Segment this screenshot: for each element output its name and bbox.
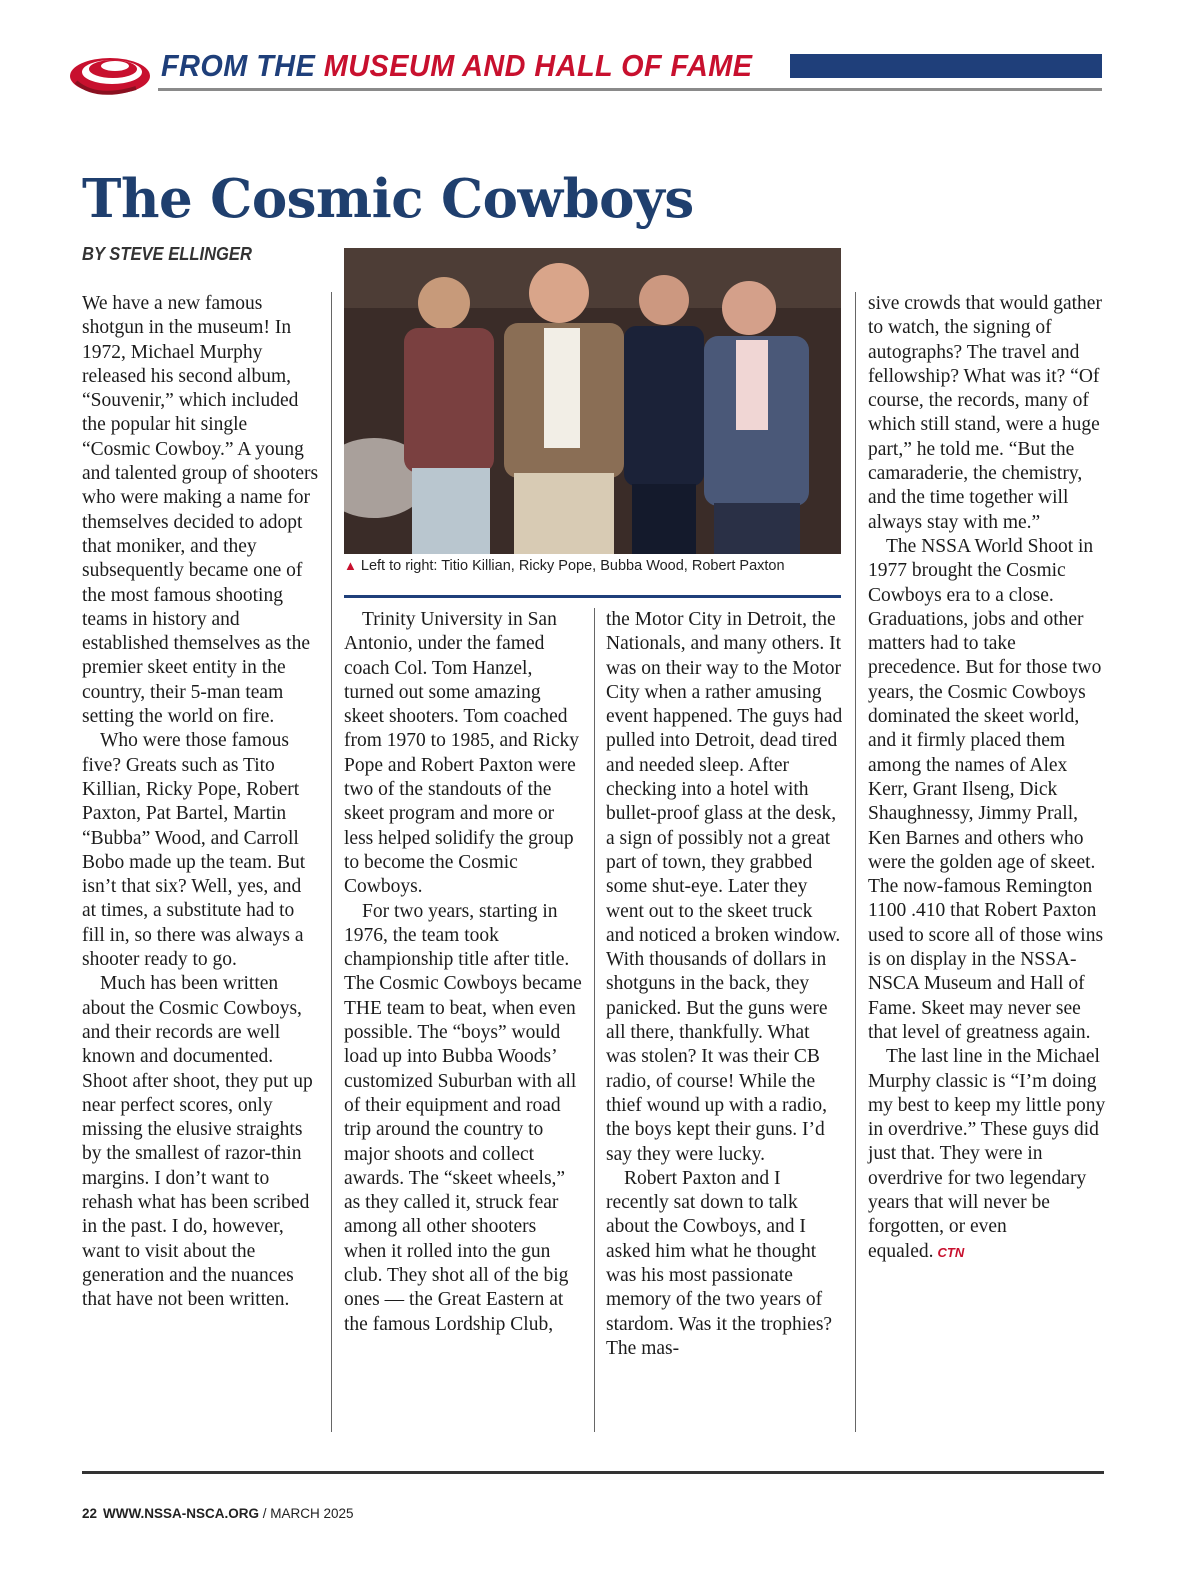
article-column-3 bbox=[606, 608, 844, 1361]
website-link[interactable]: WWW.NSSA-NSCA.ORG bbox=[103, 1506, 260, 1521]
footer-rule bbox=[82, 1471, 1104, 1474]
paragraph: For two years, starting in 1976, the team took championship title after title. The Cosmic Cowboys became THE team to beat, when even possible. The “boys” would load up into Bubba Woods’ customized Suburban with all of their equipment and road trip around the country to major shoots and collect awards. The “skeet wheels,” as they called it, struck fear among all other shooters when it rolled into the gun club. They shot all of the big ones — the Great Eastern at the famous Lordship Club, bbox=[344, 900, 582, 1335]
section-label-part1: FROM THE bbox=[161, 48, 324, 83]
page-footer bbox=[82, 1506, 354, 1521]
photo-caption bbox=[344, 558, 785, 574]
photo-caption-text: Left to right: Titio Killian, Ricky Pope, Bubba Wood, Robert Paxton bbox=[360, 558, 785, 574]
paragraph: The NSSA World Shoot in 1977 brought the Cosmic Cowboys era to a close. Graduations, jobs and other matters had to take precedence. But for those two years, the Cosmic Cowboys dominated the skeet world, and it firmly placed them among the names of Alex Kerr, Grant Ilseng, Dick Shaughnessy, Jimmy Prall, Ken Barnes and others who were the golden age of skeet. The now-famous Remington 1100 .410 that Robert Paxton used to score all of those wins is on display in the NSSA-NSCA Museum and Hall of Fame. Skeet may never see that level of greatness again. bbox=[868, 535, 1104, 1043]
article-column-4 bbox=[868, 292, 1106, 1265]
byline: BY STEVE ELLINGER bbox=[82, 244, 252, 264]
section-label bbox=[161, 48, 752, 84]
article-column-1 bbox=[82, 292, 320, 1312]
header-rule bbox=[158, 88, 1102, 91]
paragraph: We have a new famous shotgun in the museum! In 1972, Michael Murphy released his second album, “Souvenir,” which included the popular hit single “Cosmic Cowboy.” A young and talented group of shooters who were making a name for themselves decided to adopt that moniker, and they subsequently became one of the most famous shooting teams in history and established themselves as the premier skeet entity in the country, their 5-man team setting the world on fire. bbox=[82, 293, 319, 728]
paragraph: the Motor City in Detroit, the Nationals, and many others. It was on their way to the Motor City when a rather amusing event happened. The guys had pulled into Detroit, dead tired and needed sleep. After checking into a hotel with bullet-proof glass at the desk, a sign of possibly not a great part of town, they grabbed some shut-eye. Later they went out to the skeet truck and noticed a broken window. With thousands of dollars in shotguns in the back, they panicked. But the guns were all there, thankfully. What was stolen? It was their CB radio, of course! While the thief wound up with a radio, the boys kept their guns. I’d say they were lucky. bbox=[606, 609, 843, 1165]
triangle-icon: ▲ bbox=[344, 558, 357, 573]
column-divider bbox=[594, 608, 595, 1432]
issue-date: / MARCH 2025 bbox=[259, 1506, 354, 1521]
team-photo-illustration bbox=[344, 248, 841, 554]
column-divider bbox=[331, 292, 332, 1432]
article-column-2 bbox=[344, 608, 582, 1337]
clay-target-logo-icon bbox=[66, 38, 156, 100]
section-header bbox=[66, 38, 1106, 98]
team-photo bbox=[344, 248, 841, 554]
paragraph: Trinity University in San Antonio, under the famed coach Col. Tom Hanzel, turned out some amazing skeet shooters. Tom coached from 1970 to 1985, and Ricky Pope and Robert Paxton were two of the standouts of the skeet program and more or less helped solidify the group to become the Cosmic Cowboys. bbox=[344, 609, 580, 898]
column-divider bbox=[855, 292, 856, 1432]
caption-rule bbox=[344, 595, 841, 598]
section-label-part2: MUSEUM AND HALL OF FAME bbox=[323, 48, 753, 83]
paragraph: Much has been written about the Cosmic Cowboys, and their records are well known and documented. Shoot after shoot, they put up near perfect scores, only missing the elusive straights by the smallest of razor-thin margins. I don’t want to rehash what has been scribed in the past. I do, however, want to visit about the generation and the nuances that have not been written. bbox=[82, 973, 313, 1311]
header-bar bbox=[790, 54, 1102, 78]
paragraph bbox=[868, 1045, 1106, 1265]
end-mark: CTN bbox=[937, 1244, 965, 1260]
paragraph: Who were those famous five? Greats such as Tito Killian, Ricky Pope, Robert Paxton, Pat Bartel, Martin “Bubba” Wood, and Carroll Bobo made up the team. But isn’t that six? Well, yes, and at times, a substitute had to fill in, so there was always a shooter ready to go. bbox=[82, 730, 306, 971]
paragraph-text: The last line in the Michael Murphy classic is “I’m doing my best to keep my little pony in overdrive.” These guys did just that. They were in overdrive for two legendary years that will never be forgotten, or even equaled. bbox=[868, 1046, 1106, 1262]
paragraph: Robert Paxton and I recently sat down to talk about the Cowboys, and I asked him what he thought was his most passionate memory of the two years of stardom. Was it the trophies? The mas- bbox=[606, 1167, 833, 1359]
page-number: 22 bbox=[82, 1506, 98, 1521]
article-title: The Cosmic Cowboys bbox=[82, 168, 694, 230]
paragraph: sive crowds that would gather to watch, the signing of autographs? The travel and fellowship? What was it? “Of course, the records, many of which still stand, were a huge part,” he told me. “But the camaraderie, the chemistry, and the time together will always stay with me.” bbox=[868, 293, 1102, 533]
